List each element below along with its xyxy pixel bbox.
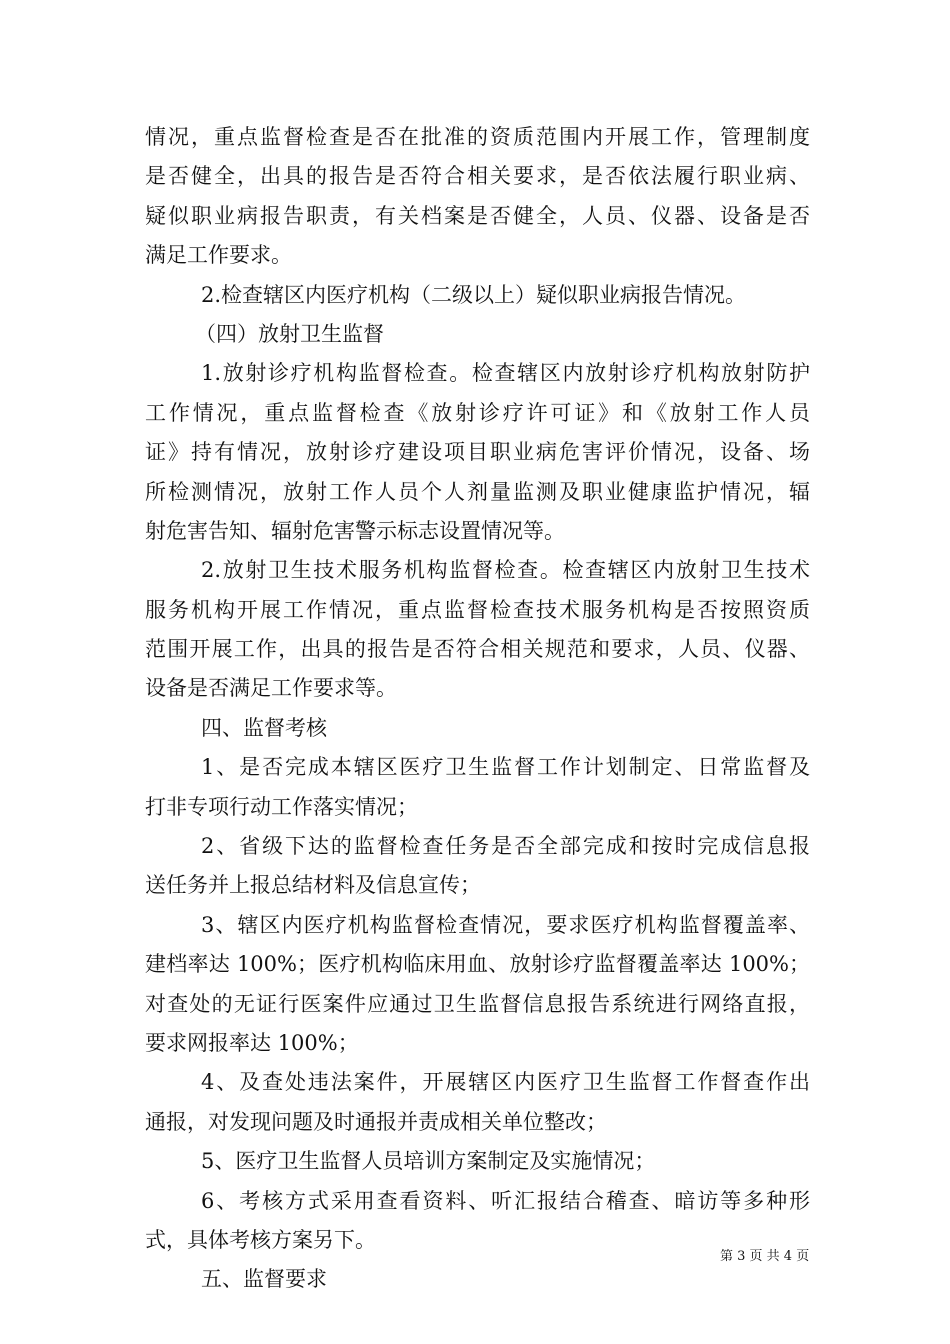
text-line: （四）放射卫生监督 [195, 321, 384, 346]
text-line: 通报，对发现问题及时通报并责成相关单位整改； [145, 1109, 607, 1134]
text-line: 证》持有情况，放射诊疗建设项目职业病危害评价情况，设备、场 [145, 440, 810, 465]
page-number-footer: 第 3 页 共 4 页 [720, 1249, 810, 1264]
text-line: 范围开展工作，出具的报告是否符合相关规范和要求，人员、仪器、 [145, 637, 810, 662]
text-line: 送任务并上报总结材料及信息宣传； [145, 873, 481, 898]
text-line: 情况，重点监督检查是否在批准的资质范围内开展工作，管理制度 [145, 125, 810, 149]
text-line: 工作情况，重点监督检查《放射诊疗许可证》和《放射工作人员 [145, 400, 810, 425]
text-line: 1、是否完成本辖区医疗卫生监督工作计划制定、日常监督及 [201, 755, 810, 780]
text-line: 1.放射诊疗机构监督检查。检查辖区内放射诊疗机构放射防护 [201, 361, 810, 386]
text-line: 对查处的无证行医案件应通过卫生监督信息报告系统进行网络直报， [145, 991, 810, 1016]
text-line: 建档率达 100%；医疗机构临床用血、放射诊疗监督覆盖率达 100%； [145, 952, 810, 977]
text-line: 五、监督要求 [201, 1267, 327, 1292]
text-line: 服务机构开展工作情况，重点监督检查技术服务机构是否按照资质 [145, 597, 810, 622]
text-line: 2、省级下达的监督检查任务是否全部完成和按时完成信息报 [201, 834, 810, 859]
text-line: 设备是否满足工作要求等。 [145, 676, 397, 701]
text-line: 2.放射卫生技术服务机构监督检查。检查辖区内放射卫生技术 [201, 558, 810, 583]
text-line: 要求网报率达 100%； [145, 1030, 359, 1055]
text-line: 2.检查辖区内医疗机构（二级以上）疑似职业病报告情况。 [201, 282, 747, 307]
text-line: 所检测情况，放射工作人员个人剂量监测及职业健康监护情况，辐 [145, 479, 810, 504]
text-line: 5、医疗卫生监督人员培训方案制定及实施情况； [201, 1149, 656, 1174]
text-line: 四、监督考核 [201, 715, 327, 740]
text-line: 3、辖区内医疗机构监督检查情况，要求医疗机构监督覆盖率、 [201, 912, 810, 937]
document-body [145, 118, 810, 1300]
text-line: 6、考核方式采用查看资料、听汇报结合稽查、暗访等多种形 [201, 1188, 810, 1213]
text-line: 射危害告知、辐射危害警示标志设置情况等。 [145, 518, 565, 543]
text-line: 是否健全，出具的报告是否符合相关要求，是否依法履行职业病、 [145, 164, 810, 189]
text-line: 4、及查处违法案件，开展辖区内医疗卫生监督工作督查作出 [201, 1070, 810, 1095]
text-line: 打非专项行动工作落实情况； [145, 794, 418, 819]
text-line: 疑似职业病报告职责，有关档案是否健全，人员、仪器、设备是否 [145, 203, 810, 228]
text-line: 满足工作要求。 [145, 243, 292, 268]
text-line: 式，具体考核方案另下。 [145, 1227, 376, 1252]
